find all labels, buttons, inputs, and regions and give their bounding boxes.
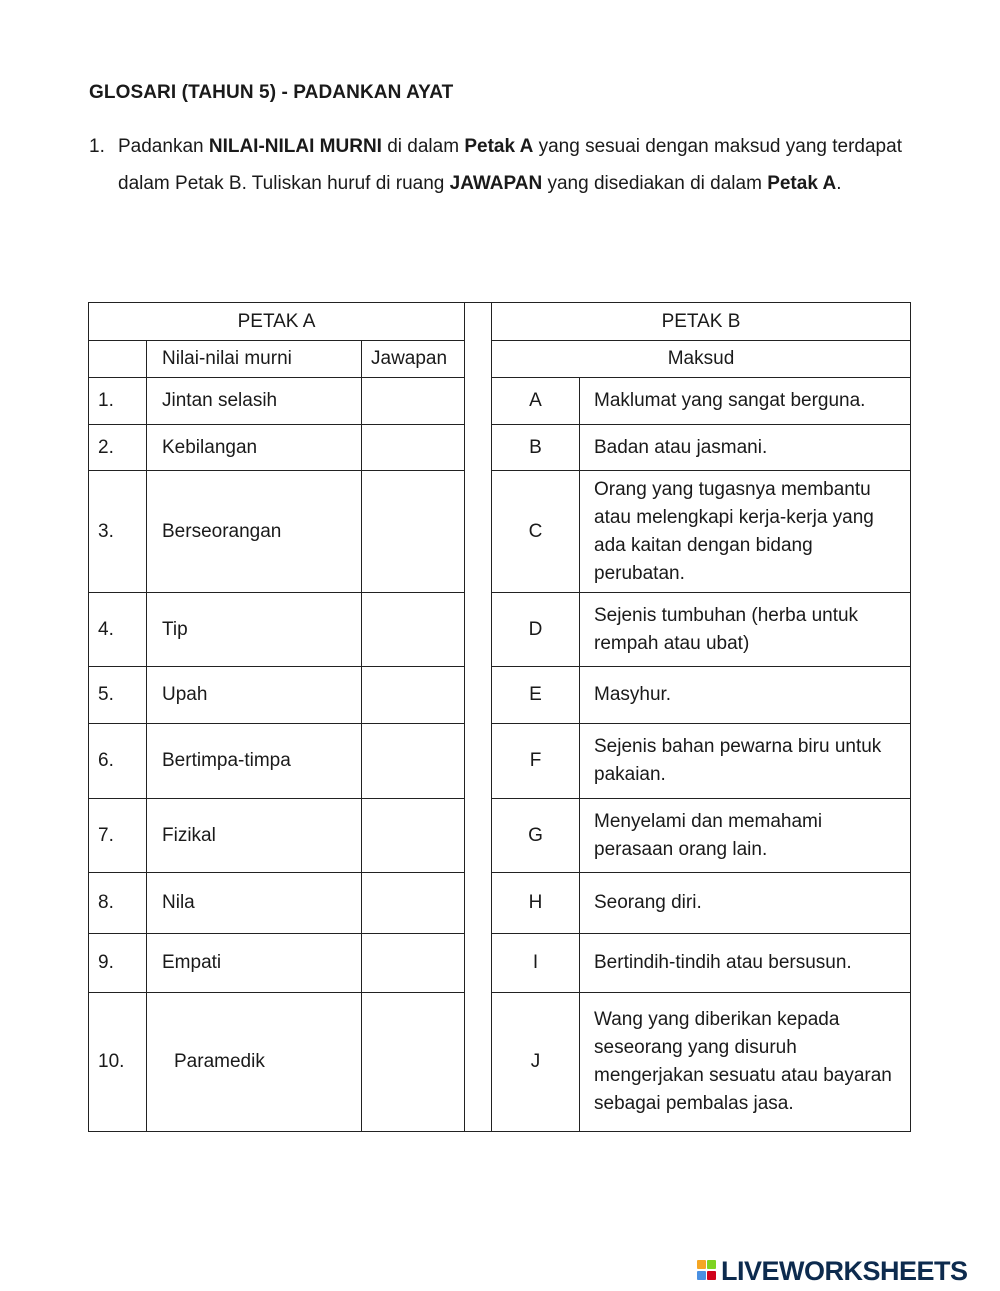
page-title: GLOSARI (TAHUN 5) - PADANKAN AYAT: [89, 82, 454, 103]
instruction: [89, 128, 919, 202]
answer-field[interactable]: [362, 873, 465, 934]
table-row: [89, 425, 911, 471]
row-number: 1.: [89, 378, 147, 425]
row-letter: D: [492, 593, 580, 667]
column-divider: [465, 303, 492, 1132]
row-number: 8.: [89, 873, 147, 934]
table-row: [89, 471, 911, 593]
row-word: Empati: [147, 934, 362, 993]
row-letter: C: [492, 471, 580, 593]
row-meaning: Bertindih-tindih atau bersusun.: [580, 934, 911, 993]
row-meaning: Seorang diri.: [580, 873, 911, 934]
row-word: Nila: [147, 873, 362, 934]
row-meaning: Sejenis bahan pewarna biru untuk pakaian.: [580, 724, 911, 799]
table-row: [89, 667, 911, 724]
row-meaning: Orang yang tugasnya membantu atau melengkapi kerja-kerja yang ada kaitan dengan bidang perubatan.: [580, 471, 911, 593]
matching-table: [88, 302, 911, 1132]
petak-b-header: PETAK B: [492, 303, 911, 341]
row-meaning: Maklumat yang sangat berguna.: [580, 378, 911, 425]
row-number: 9.: [89, 934, 147, 993]
logo-square-3: [697, 1271, 706, 1280]
answer-field[interactable]: [362, 593, 465, 667]
row-number: 3.: [89, 471, 147, 593]
logo-square-2: [707, 1260, 716, 1269]
table-row: [89, 724, 911, 799]
logo-text: LIVEWORKSHEETS: [721, 1255, 968, 1286]
logo-square-1: [697, 1260, 706, 1269]
blank-header-cell: [89, 341, 147, 378]
row-number: 7.: [89, 799, 147, 873]
row-meaning: Sejenis tumbuhan (herba untuk rempah atau ubat): [580, 593, 911, 667]
answer-field[interactable]: [362, 471, 465, 593]
row-word: Kebilangan: [147, 425, 362, 471]
petak-a-header: PETAK A: [89, 303, 465, 341]
table-row: [89, 378, 911, 425]
table-row: [89, 934, 911, 993]
answer-field[interactable]: [362, 993, 465, 1132]
answer-field[interactable]: [362, 667, 465, 724]
table-row: [89, 993, 911, 1132]
row-letter: F: [492, 724, 580, 799]
row-word: Upah: [147, 667, 362, 724]
row-word: Bertimpa-timpa: [147, 724, 362, 799]
row-letter: G: [492, 799, 580, 873]
row-word: Paramedik: [147, 993, 362, 1132]
jawapan-header: Jawapan: [362, 341, 465, 378]
row-letter: E: [492, 667, 580, 724]
row-meaning: Badan atau jasmani.: [580, 425, 911, 471]
row-number: 4.: [89, 593, 147, 667]
row-letter: I: [492, 934, 580, 993]
row-meaning: Wang yang diberikan kepada seseorang yang disuruh mengerjakan sesuatu atau bayaran sebagai pembalas jasa.: [580, 993, 911, 1132]
row-meaning: Menyelami dan memahami perasaan orang lain.: [580, 799, 911, 873]
instruction-number: 1.: [89, 136, 105, 157]
row-word: Berseorangan: [147, 471, 362, 593]
row-number: 6.: [89, 724, 147, 799]
nilai-header: Nilai-nilai murni: [147, 341, 362, 378]
row-number: 2.: [89, 425, 147, 471]
table-row: [89, 799, 911, 873]
answer-field[interactable]: [362, 724, 465, 799]
row-letter: B: [492, 425, 580, 471]
table-row: [89, 873, 911, 934]
table-row: [89, 593, 911, 667]
logo-square-4: [707, 1271, 716, 1280]
row-number: 10.: [89, 993, 147, 1132]
instruction-text: Padankan NILAI-NILAI MURNI di dalam Petak A yang sesuai dengan maksud yang terdapat dalam Petak B. Tuliskan huruf di ruang JAWAPAN yang disediakan di dalam Petak A.: [118, 136, 902, 194]
row-word: Fizikal: [147, 799, 362, 873]
maksud-header: Maksud: [492, 341, 911, 378]
row-meaning: Masyhur.: [580, 667, 911, 724]
answer-field[interactable]: [362, 934, 465, 993]
liveworksheets-logo-icon: [697, 1258, 719, 1284]
answer-field[interactable]: [362, 425, 465, 471]
row-number: 5.: [89, 667, 147, 724]
row-letter: H: [492, 873, 580, 934]
answer-field[interactable]: [362, 799, 465, 873]
row-letter: A: [492, 378, 580, 425]
liveworksheets-logo: [697, 1256, 968, 1286]
row-word: Tip: [147, 593, 362, 667]
row-letter: J: [492, 993, 580, 1132]
answer-field[interactable]: [362, 378, 465, 425]
row-word: Jintan selasih: [147, 378, 362, 425]
